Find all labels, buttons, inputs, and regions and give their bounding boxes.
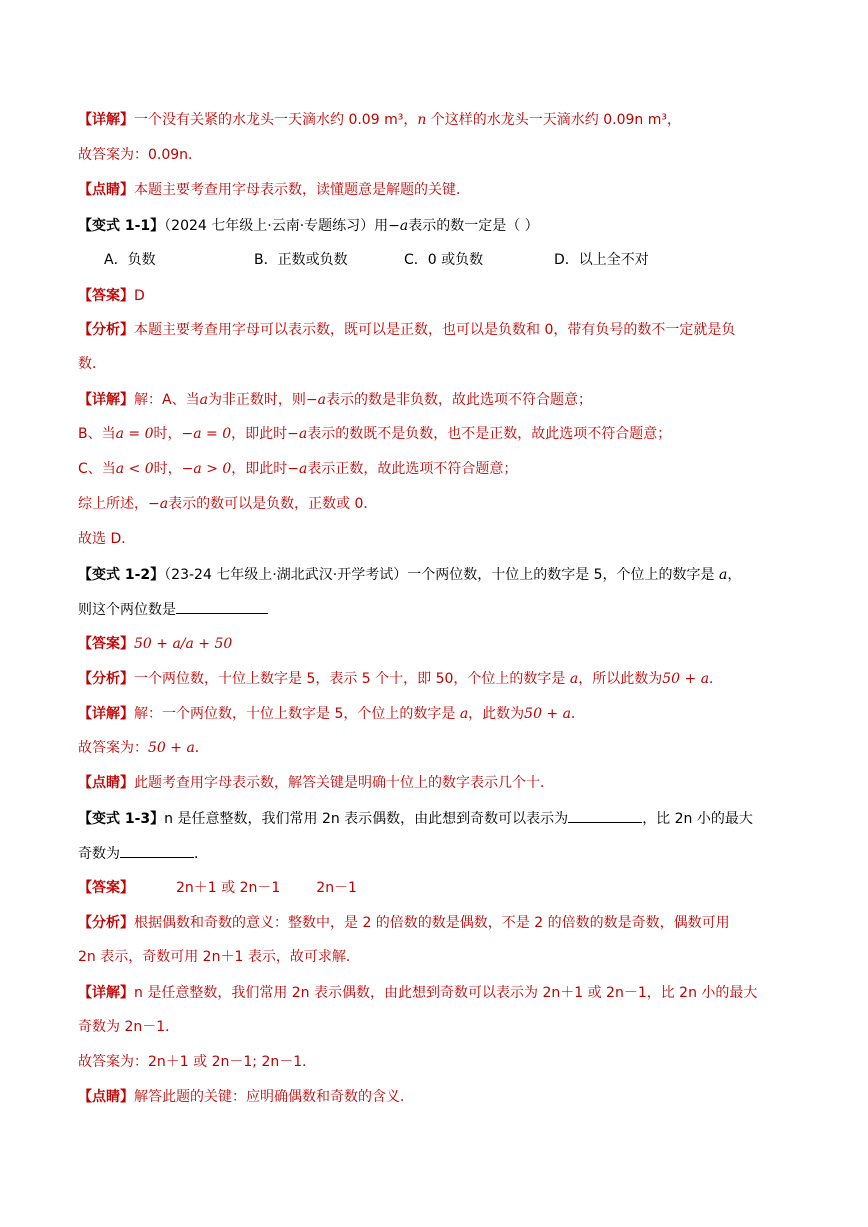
detail-line [78,459,808,479]
answer-text-2: 2n－1 [316,880,357,896]
question-text: 奇数为 [78,846,120,862]
detail-text: 综上所述， [78,496,148,512]
analysis-tag: 【分析】 [78,322,134,338]
detail-text: 解：A、当 [134,392,200,408]
detail-text: 时， [153,426,182,442]
option-b: B．正数或负数 [254,252,348,268]
question-text: （23-24 七年级上·湖北武汉·开学考试）一个两位数，十位上的数字是 5，个位上的数字是 [164,567,720,583]
detail-text: 为非正数时，则 [207,392,306,408]
detail-tag: 【详解】 [78,112,134,128]
question-text: n 是任意整数，我们常用 2n 表示偶数，由此想到奇数可以表示为 [164,811,569,827]
answer-tag: 【答案】 [78,288,134,304]
question-line-2 [78,843,808,863]
detail-text: 个这样的水龙头一天滴水约 0.09n m³， [426,112,682,128]
math-expr: −a [305,392,327,408]
option-a: A．负数 [104,252,156,268]
analysis-line-2: 数． [78,356,106,372]
question-1-2 [78,565,808,585]
detail-text: ，即此时 [231,461,288,477]
final-answer: 故答案为：2n＋1 或 2n－1; 2n－1． [78,1054,317,1070]
analysis-text: ． [709,671,724,687]
detail-line [78,424,808,444]
answer-text-1: 2n＋1 或 2n－1 [176,880,281,896]
detail-line [78,704,808,724]
option-c: C．0 或负数 [404,252,484,268]
detail-text: 表示的数可以是负数，正数或 0． [168,496,378,512]
answer-blank [176,599,268,614]
option-d: D．以上全不对 [554,252,649,268]
final-answer: 故选 D． [78,531,136,547]
question-text: ，比 2n 小的最大 [642,811,753,827]
detail-tag: 【详解】 [78,392,134,408]
question-text: 则这个两位数是 [78,602,176,618]
question-text: 表示的数一定是（ ） [408,218,539,234]
detail-text: B、当 [78,426,116,442]
answer-tag: 【答案】 [78,880,134,896]
question-tag: 【变式 1-2】 [78,567,165,583]
comment-tag: 【点睛】 [78,775,134,791]
detail-text: 表示正数，故此选项不符合题意； [307,461,518,477]
question-tag: 【变式 1-3】 [78,811,165,827]
question-tag: 【变式 1-1】 [78,218,165,234]
detail-text: 时， [153,461,182,477]
answer-line [78,286,808,306]
question-text: ． [194,846,208,862]
analysis-text: ，所以此数为 [578,671,663,687]
math-expr: −a [287,426,308,442]
answer-blank [568,808,642,823]
detail-line [78,983,808,1003]
detail-text: 表示的数是非负数，故此选项不符合题意； [326,392,593,408]
final-text: ． [194,740,209,756]
math-expr: a < 0 [115,461,154,477]
math-expr: −a [388,218,409,234]
analysis-line [78,669,808,689]
question-1-3 [78,808,808,828]
answer-line [78,878,808,898]
final-answer: 故答案为：0.09n． [78,147,203,163]
comment-tag: 【点睛】 [78,1089,134,1105]
answer-line [78,634,808,654]
detail-text: ． [570,706,585,722]
detail-text: n 是任意整数，我们常用 2n 表示偶数，由此想到奇数可以表示为 2n＋1 或 2n－1，比 2n 小的最大 [134,985,758,1001]
detail-tag: 【详解】 [78,706,134,722]
comment-tag: 【点睛】 [78,182,134,198]
comment-paragraph [78,773,808,793]
detail-tag: 【详解】 [78,985,134,1001]
math-expr: −a [148,496,169,512]
question-1-1 [78,216,808,236]
analysis-line [78,913,808,933]
analysis-tag: 【分析】 [78,671,134,687]
analysis-line-2: 2n 表示，奇数可用 2n＋1 表示，故可求解． [78,949,360,965]
math-expr: −a = 0 [181,426,232,442]
math-expr: −a [287,461,308,477]
analysis-text: 根据偶数和奇数的意义：整数中，是 2 的倍数的数是偶数，不是 2 的倍数的数是奇数，偶数可用 [134,915,730,931]
detail-line-2: 奇数为 2n－1． [78,1019,180,1035]
answer-tag: 【答案】 [78,636,134,652]
detail-text: 解：一个两位数，十位上数字是 5，个位上的数字是 [134,706,460,722]
var-a: a [459,706,469,722]
math-expr: −a > 0 [181,461,232,477]
detail-text: ，即此时 [231,426,288,442]
answer-text: 50 + a/a + 50 [134,636,233,652]
detail-line [78,494,808,514]
analysis-tag: 【分析】 [78,915,134,931]
math-expr: a = 0 [115,426,154,442]
comment-text: 本题主要考查用字母表示数，读懂题意是解题的关键． [134,182,470,198]
var-n: n [417,112,427,128]
detail-line [78,390,808,410]
comment-paragraph [78,180,808,200]
answer-blank [120,843,194,858]
question-text: ， [727,567,742,583]
detail-text: ，此数为 [468,706,525,722]
analysis-line [78,320,808,340]
var-a: a [199,392,208,408]
math-expr: 50 + a [524,706,571,722]
detail-paragraph [78,110,808,130]
question-text: （2024 七年级上·云南·专题练习）用 [164,218,389,234]
math-expr: 50 + a [662,671,710,687]
comment-text: 解答此题的关键：应明确偶数和奇数的含义． [134,1089,414,1105]
comment-paragraph [78,1087,808,1107]
analysis-text: 本题主要考查用字母可以表示数，既可以是正数，也可以是负数和 0，带有负号的数不一定就是负 [134,322,736,338]
final-text: 故答案为： [78,740,148,756]
question-line-2 [78,599,808,619]
comment-text: 此题考查用字母表示数，解答关键是明确十位上的数字表示几个十． [134,775,554,791]
analysis-text: 一个两位数，十位上数字是 5，表示 5 个十，即 50，个位上的数字是 [134,671,570,687]
var-a: a [569,671,579,687]
var-a: a [719,567,728,583]
detail-text: 表示的数既不是负数，也不是正数，故此选项不符合题意； [307,426,672,442]
options-row [104,250,808,270]
final-answer [78,738,808,758]
detail-text: 一个没有关紧的水龙头一天滴水约 0.09 m³， [134,112,418,128]
math-expr: 50 + a [148,740,195,756]
detail-text: C、当 [78,461,116,477]
answer-text: D [134,288,145,304]
